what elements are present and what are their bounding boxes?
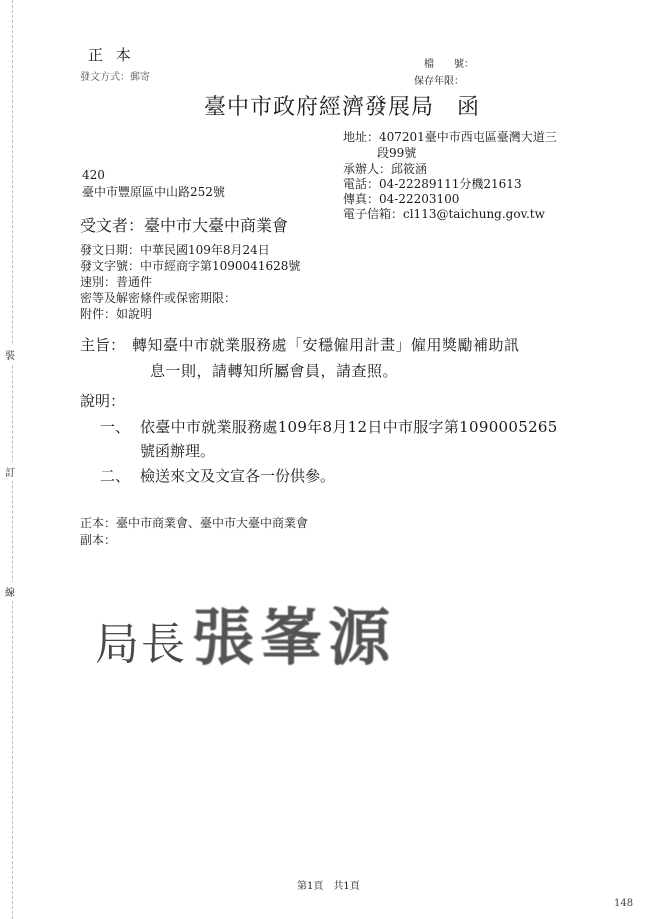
document-title: 臺中市政府經濟發展局 函 bbox=[204, 95, 481, 120]
attachment: 附件：如說明 bbox=[80, 307, 153, 321]
file-no-label: 檔 號： bbox=[424, 59, 474, 70]
binding-mark-zhuang: 裝 bbox=[5, 345, 15, 364]
explanation-item-1-line1: 依臺中市就業服務處109年8月12日中市服字第1090005265 bbox=[140, 418, 558, 436]
recipient: 受文者：臺中市大臺中商業會 bbox=[80, 216, 289, 235]
issue-date: 發文日期：中華民國109年8月24日 bbox=[80, 243, 270, 257]
send-method: 發文方式：郵寄 bbox=[80, 72, 150, 83]
explanation-item-2-number: 二、 bbox=[100, 467, 131, 485]
corner-mark: 148 bbox=[614, 898, 634, 909]
signature-name: 張峯源 bbox=[192, 601, 397, 674]
sender-address-line1: 地址：407201臺中市西屯區臺灣大道三 bbox=[343, 130, 557, 144]
subject-line1: 轉知臺中市就業服務處「安穩僱用計畫」僱用獎勵補助訊 bbox=[132, 336, 520, 354]
sender-address-line2: 段99號 bbox=[377, 146, 417, 160]
explanation-label: 說明： bbox=[80, 392, 126, 410]
page-number: 第1頁 共1頁 bbox=[297, 881, 360, 892]
sender-fax: 傳真：04-22203100 bbox=[343, 192, 460, 206]
explanation-item-1-line2: 號函辦理。 bbox=[140, 442, 216, 460]
binding-line bbox=[12, 0, 14, 919]
original-recipients: 正本：臺中市商業會、臺中市大臺中商業會 bbox=[80, 516, 309, 530]
sender-email: 電子信箱：cl113@taichung.gov.tw bbox=[343, 207, 545, 221]
binding-mark-ding: 訂 bbox=[5, 462, 15, 481]
document-number: 發文字號：中市經商字第1090041628號 bbox=[80, 259, 301, 273]
delivery-speed: 速別：普通件 bbox=[80, 275, 153, 289]
sender-phone: 電話：04-22289111分機21613 bbox=[343, 177, 522, 191]
recipient-address: 臺中市豐原區中山路252號 bbox=[82, 185, 225, 199]
copy-recipients: 副本： bbox=[80, 533, 117, 547]
explanation-item-1-number: 一、 bbox=[100, 418, 131, 436]
subject-label: 主旨： bbox=[80, 336, 126, 354]
secrecy-level: 密等及解密條件或保密期限： bbox=[80, 291, 237, 305]
explanation-item-2-line1: 檢送來文及文宣各一份供參。 bbox=[140, 467, 336, 485]
binding-mark-xian: 線 bbox=[5, 582, 15, 601]
subject-line2: 息一則，請轉知所屬會員，請查照。 bbox=[150, 362, 399, 380]
retention-label: 保存年限： bbox=[414, 76, 464, 87]
director-signature bbox=[95, 588, 396, 677]
signature-title: 局長 bbox=[95, 619, 187, 670]
sender-contact: 承辦人：邱筱涵 bbox=[343, 162, 428, 176]
recipient-postal-code: 420 bbox=[82, 168, 105, 182]
copy-type: 正 本 bbox=[88, 46, 135, 64]
